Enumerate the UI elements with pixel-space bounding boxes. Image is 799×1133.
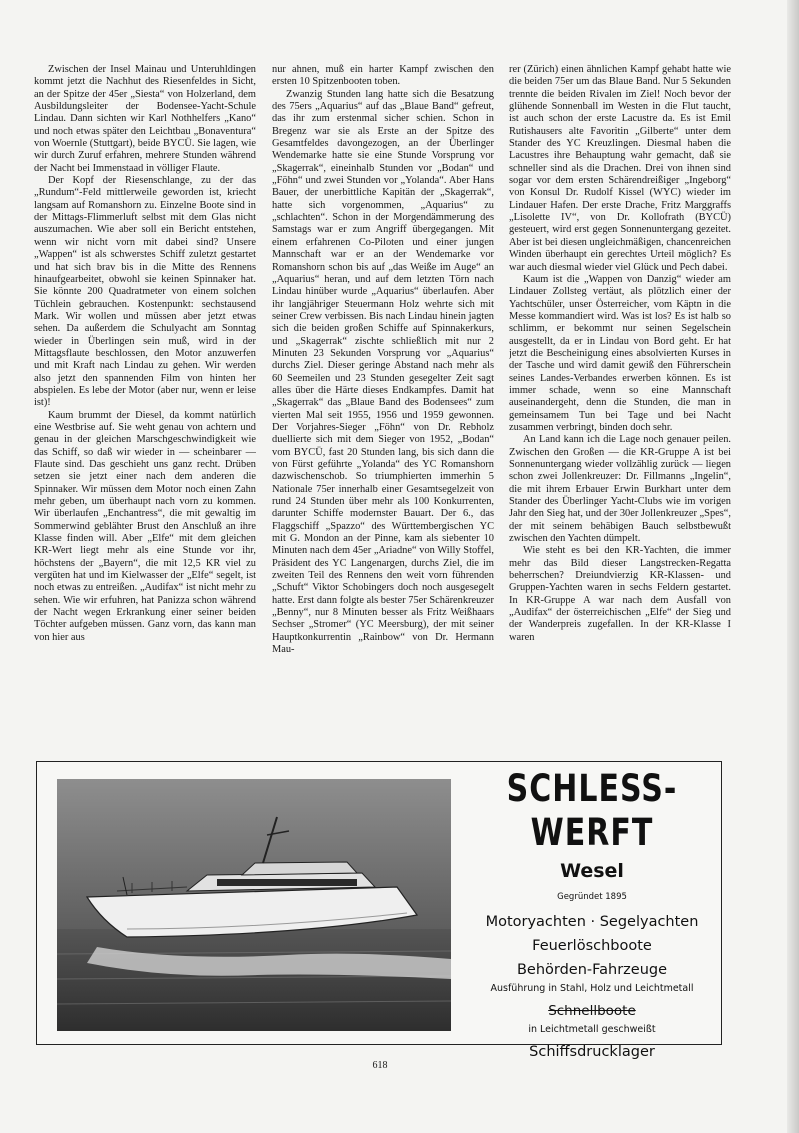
- yacht-illustration: [57, 779, 451, 1031]
- material-note: Ausführung in Stahl, Holz und Leichtmetall: [490, 983, 694, 994]
- paragraph: Der Kopf der Riesenschlange, zu der das „Rundum“-Feld mittlerweile geworden ist, kriecht langsam auf Romanshorn zu. Einzelne Boote sind in der Mittags-Flimmerluft selbst mit dem Glas nicht auszumachen. Wie aber soll ein Bericht entstehen, wenn wir nicht vorn mit dabei sind? Unsere „Wappen“ ist als schwerstes Schiff zuletzt gestartet und hat sich brav bis in die Mitte des Rennens hinaufgearbeitet, obwohl sie keinen Spinnaker hat. Sie könnte 200 Quadratmeter von einem solchen Tüchlein gebrauchen. Kostenpunkt: sechstausend Mark. Wir wollen und müssen aber jetzt etwas sehen. Da außerdem die Schulyacht am Sonntag wieder in Überlingen sein muß, wird in der Mittagsflaute beschlossen, den Motor anzuwerfen und mit Kraft nach Lindau zu gehen. Wir werden also jetzt den spannenden Film von hinten her abspielen. Es lebe der Motor (aber nur, wenn er leise ist)!: [34, 175, 256, 409]
- paragraph: Wie steht es bei den KR-Yachten, die immer mehr das Bild dieser Langstrecken-Regatta beherrschen? Dreiundvierzig KR-Klassen- und Gruppen-Yachten waren in sechs Feldern gestartet. In KR-Gruppe A war nach dem Ausfall von „Audifax“ der österreichischen „Elfe“ der Sieg und der Wanderpreis zugefallen. In der KR-Klasse I waren: [509, 545, 731, 643]
- motor-yacht-photo: [57, 779, 451, 1031]
- paragraph: Kaum ist die „Wappen von Danzig“ wieder am Lindauer Zollsteg vertäut, als plötzlich einer der Yachtschüler, unser Österreicher, vom Käptn in die Messe kommandiert wird. Was ist los? Es ist halb so schlimm, er bekommt nur seinen Segelschein ausgestellt, da er in Lindau von Bord geht. Er hat jetzt die Bescheinigung eines absolvierten Kurses in der Tasche und wird damit gewiß den Führerschein seines Landes-Verbandes erwerben können. Es ist immer schade, wenn so eine Mannschaft auseinandergeht, denn die Stunden, die man in gemeinsamem Tun bei Tage und bei Nacht zusammen verbringt, binden doch sehr.: [509, 273, 731, 433]
- company-city: Wesel: [560, 860, 624, 882]
- paragraph: rer (Zürich) einen ähnlichen Kampf gehabt hatte wie die beiden 75er um das Blaue Band. Nur 5 Sekunden trennte die beiden Rivalen im Ziel! Noch bevor der glühende Sonnenball im Westen in die Flut taucht, ist auch schon der erste Lacustre da. Es ist Emil Rutishausers alte Favoritin „Gilberte“ unter dem Stander des YC Kreuzlingen. Diesmal haben die Lacustres ihre Behauptung wahr gemacht, daß sie schneller sind als die Drachen. Drei von ihnen sind sogar vor dem ersten Schärendreißiger „Ingeborg“ von Konsul Dr. Rudolf Kissel (WYC) wieder im Lindauer Hafen. Der erste Drache, Fritz Marggraffs „Lisolette IV“, von Dr. Kollofrath (BYCÜ) gesteuert, wird erst gegen Sonnenuntergang gezeitet. Aber ist bei diesen ungleichmäßigen, chancenreichen Winden überhaupt ein gerechtes Urteil möglich? Es war auch diesmal wieder viel Glück und Pech dabei.: [509, 64, 731, 273]
- product-line: Schiffsdrucklager: [529, 1044, 655, 1060]
- advertisement-box: [36, 761, 722, 1060]
- material-note: in Leichtmetall geschweißt: [528, 1024, 656, 1035]
- article-column-3: [509, 64, 731, 740]
- page-spine-shadow: [787, 0, 799, 1133]
- product-line: Feuerlöschboote: [532, 938, 652, 954]
- paragraph: Kaum brummt der Diesel, da kommt natürlich eine Westbrise auf. Sie weht genau von achtern und genau in der gleichen Marschgeschwindigkeit wie das Schiff, so daß wir wieder in — scheinbarer — Flaute sind. Das geschieht uns ganz recht. Drüben setzen sie jetzt einer nach dem anderen die Spinnaker. Wir müssen dem Motor noch einen Zahn mehr geben, um überhaupt nach vorn zu kommen. Wir überlaufen „Enchantress“, die mit gewaltig im Sommerwind geblähter Brust den Anschluß an ihre Klasse finden will. Aber „Elfe“ mit dem gleichen KR-Wert liegt mehr als eine Stunde vor ihr, höchstens der „Bayern“, die mit 12,5 KR viel zu vergüten hat und im Kielwasser der „Elfe“ segelt, ist noch etwas zu entreißen. „Audifax“ ist nicht mehr zu sehen. Wie wir erfuhren, hat Panizza schon während der Nacht wegen Erkrankung einer seiner beiden Töchter aufgeben müssen. Ganz vorn, das kann man von hier aus: [34, 409, 256, 643]
- founding-year: Gegründet 1895: [557, 892, 627, 902]
- company-name: SCHLESS-WERFT: [506, 767, 678, 855]
- paragraph: Zwischen der Insel Mainau und Unteruhldingen kommt jetzt die Nachhut des Riesenfeldes in Sicht, an der Spitze der 45er „Siesta“ von Holzerland, dem Ausbildungsleiter der Bodensee-Yacht-Schule Lindau. Dann sichten wir Karl Nothhelfers „Kano“ und noch etwas später den Leichtbau „Bonaventura“ von Woernle (Stuttgart), beide BYCÜ. Sie lagen, wie wir durch Zuruf erfahren, mehrere Stunden während der Nacht bei Immenstaad in völliger Flaute.: [34, 64, 256, 174]
- struck-product-line: Schnellboote: [548, 1003, 636, 1019]
- article-column-1: [34, 64, 256, 740]
- product-line: Behörden-Fahrzeuge: [516, 962, 668, 978]
- advertisement-text: [467, 767, 717, 1060]
- paragraph: An Land kann ich die Lage noch genauer peilen. Zwischen den Großen — die KR-Gruppe A ist bei Sonnenuntergang wieder vollzählig zurück — liegen schon zwei Jollenkreuzer: Dr. Fillmanns „Ingelin“, die mit ihrem Erbauer Erwin Burkhart unter dem Stander des Überlinger Yacht-Clubs wie im vorigen Jahr den Sieg hat, und der 30er Jollenkreuzer „Spes“, der mit seinem behäbigen Bauch selbstbewußt zwischen den Yachten dümpelt.: [509, 434, 731, 545]
- paragraph: nur ahnen, muß ein harter Kampf zwischen den ersten 10 Spitzenbooten toben.: [272, 64, 494, 88]
- paragraph: Zwanzig Stunden lang hatte sich die Besatzung des 75ers „Aquarius“ auf das „Blaue Band“ gefreut, das ihr zum erstenmal sicher schien. Schon in Bregenz war sie als Erste an der Spitze des Gesamtfeldes davongezogen, an der Überlinger Wendemarke hatte sie eine Stunde Vorsprung vor „Skagerrak“, eineinhalb Stunden vor „Bodan“ und „Föhn“ und zwei Stunden vor „Yolanda“. Aber Hans Bauer, der unerbittliche Kapitän der „Skagerrak“, hatte sich vorgenommen, „Aquarius“ zu „schlachten“. Schon in der Morgendämmerung des Samstags war er zum Angriff übergegangen. Mit einem erfahrenen Co-Piloten und einer jungen Mannschaft war er an der Wendemarke vor Romanshorn schon bis auf „das Weiße im Auge“ an „Aquarius“ heran, und auf dem letzten Törn nach Lindau hinüber wurde „Aquarius“ überlaufen. Aber ihr langjähriger Steuermann Holz wehrte sich mit seiner Crew verbissen. Bis nach Lindau hinein jagten sich die beiden großen Schiffe auf Spinnakerkurs, und „Skagerrak“ zischte schließlich mit nur 2 Minuten 23 Sekunden Vorsprung vor „Aquarius“ durchs Ziel. Dieser geringe Abstand nach mehr als 60 Seemeilen und 23 Stunden gesegelter Zeit sagt alles über die Härte dieses Endkampfes. Damit hat „Skagerrak“ das „Blaue Band des Bodensees“ zum vierten Mal seit 1955, 1956 und 1959 gewonnen. Der Vorjahres-Sieger „Föhn“ von Dr. Rebholz duellierte sich mit dem Sieger von 1952, „Bodan“ vom BYCÜ, fast 20 Stunden lang, bis sich dann die von Fürst geführte „Yolanda“ des YC Romanshorn dazwischenschob. So triumphierten immerhin 5 Nationale 75er innerhalb einer Gesamtsegelzeit von rund 24 Stunden über mehr als 100 Konkurrenten, darunter Schiffe modernster Bauart. Der 6., das Flaggschiff „Spazzo“ des Württembergischen YC mit G. Mondon an der Pinne, kam als siebenter 10 Minuten nach dem 45er „Ariadne“ von Willy Stoffel, Präsident des YC Langenargen, durchs Ziel, die im zweiten Teil des Rennens den weit vorn führenden „Schuft“ Viktor Schobingers doch noch ausgesegelt hatte. Erst dann folgte als bester 75er Schärenkreuzer „Benny“, nur 8 Minuten besser als Fritz Weißhaars Sechser „Stromer“ (YC Meersburg), der mit seiner Hauptkonkurrentin „Rainbow“ von Dr. Hermann Mau-: [272, 88, 494, 656]
- product-line: Motoryachten · Segelyachten: [485, 914, 699, 930]
- page-number: 618: [372, 1060, 388, 1071]
- article-column-2: [272, 64, 494, 740]
